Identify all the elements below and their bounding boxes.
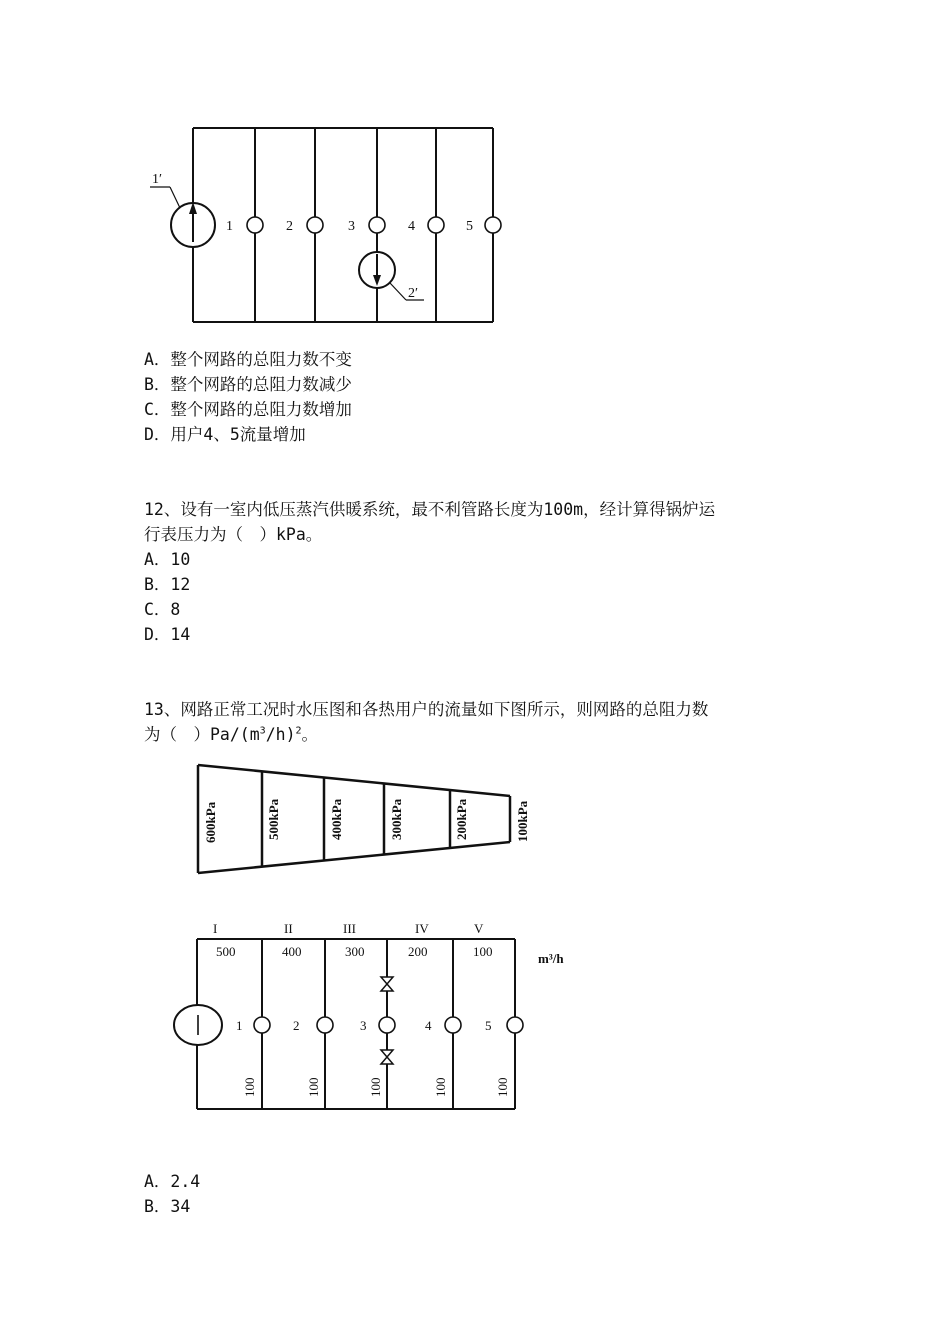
pressure-label-200: 200kPa [454, 798, 469, 840]
section-label-5: V [474, 921, 484, 936]
q13-stem-line2 [144, 724, 318, 746]
q12-stem-line1: 12、设有一室内低压蒸汽供暖系统，最不利管路长度为100m，经计算得锅炉运 [144, 500, 716, 519]
q13-stem-sup1: 3 [259, 725, 266, 737]
q12-option-b: B．12 [144, 575, 191, 594]
section-label-3: III [343, 921, 356, 936]
pressure-label-500: 500kPa [266, 798, 281, 840]
section-flow-1: 500 [216, 944, 236, 959]
pump-2-label: 2′ [408, 286, 419, 301]
user-flow-1: 100 [242, 1077, 257, 1097]
q13-stem-mid: /h) [265, 725, 296, 744]
section-label-1: I [213, 921, 218, 936]
pressure-label-600: 600kPa [203, 801, 218, 843]
user-flow-3: 100 [368, 1077, 383, 1097]
user-label-2: 2 [286, 219, 293, 234]
section-label-2: II [284, 921, 293, 936]
user-label-3: 3 [348, 219, 355, 234]
flow-unit: m³/h [538, 951, 564, 966]
q11-option-b: B．整个网路的总阻力数减少 [144, 375, 352, 394]
pump-icon [174, 1005, 222, 1045]
user-label-4: 4 [425, 1018, 432, 1033]
q12-option-c: C．8 [144, 600, 181, 619]
q13-stem-suffix: 。 [301, 725, 319, 744]
user-label-2: 2 [293, 1018, 300, 1033]
pump-1-icon [171, 202, 215, 247]
q13-stem-sup2: 2 [295, 725, 302, 737]
user-flow-4: 100 [433, 1077, 448, 1097]
user-label-4: 4 [408, 219, 415, 234]
section-flow-3: 300 [345, 944, 365, 959]
pressure-label-100: 100kPa [515, 800, 530, 842]
section-flow-4: 200 [408, 944, 428, 959]
q13-option-a: A．2.4 [144, 1172, 201, 1191]
pressure-label-300: 300kPa [389, 798, 404, 840]
pump-2-icon [359, 252, 395, 288]
network-diagram-2 [165, 915, 585, 1120]
q11-option-c: C．整个网路的总阻力数增加 [144, 400, 352, 419]
user-flow-2: 100 [306, 1077, 321, 1097]
q12-stem-line2: 行表压力为（ ）kPa。 [144, 525, 323, 544]
pressure-diagram [190, 760, 540, 880]
section-flow-2: 400 [282, 944, 302, 959]
q12-option-a: A．10 [144, 550, 191, 569]
q13-stem-prefix: 为（ ）Pa/(m [144, 725, 260, 744]
section-label-4: IV [415, 921, 429, 936]
user-label-5: 5 [485, 1018, 492, 1033]
user-flow-5: 100 [495, 1077, 510, 1097]
user-label-5: 5 [466, 219, 473, 234]
user-label-1: 1 [226, 219, 233, 234]
q11-option-d: D．用户4、5流量增加 [144, 425, 306, 444]
q13-option-b: B．34 [144, 1197, 191, 1216]
network-diagram-1 [140, 120, 510, 335]
pump-1-label: 1′ [152, 172, 163, 187]
q11-option-a: A．整个网路的总阻力数不变 [144, 350, 352, 369]
section-flow-5: 100 [473, 944, 493, 959]
pressure-label-400: 400kPa [329, 798, 344, 840]
user-label-3: 3 [360, 1018, 367, 1033]
user-label-1: 1 [236, 1018, 243, 1033]
q12-option-d: D．14 [144, 625, 191, 644]
q13-stem-line1: 13、网路正常工况时水压图和各热用户的流量如下图所示，则网路的总阻力数 [144, 700, 709, 719]
